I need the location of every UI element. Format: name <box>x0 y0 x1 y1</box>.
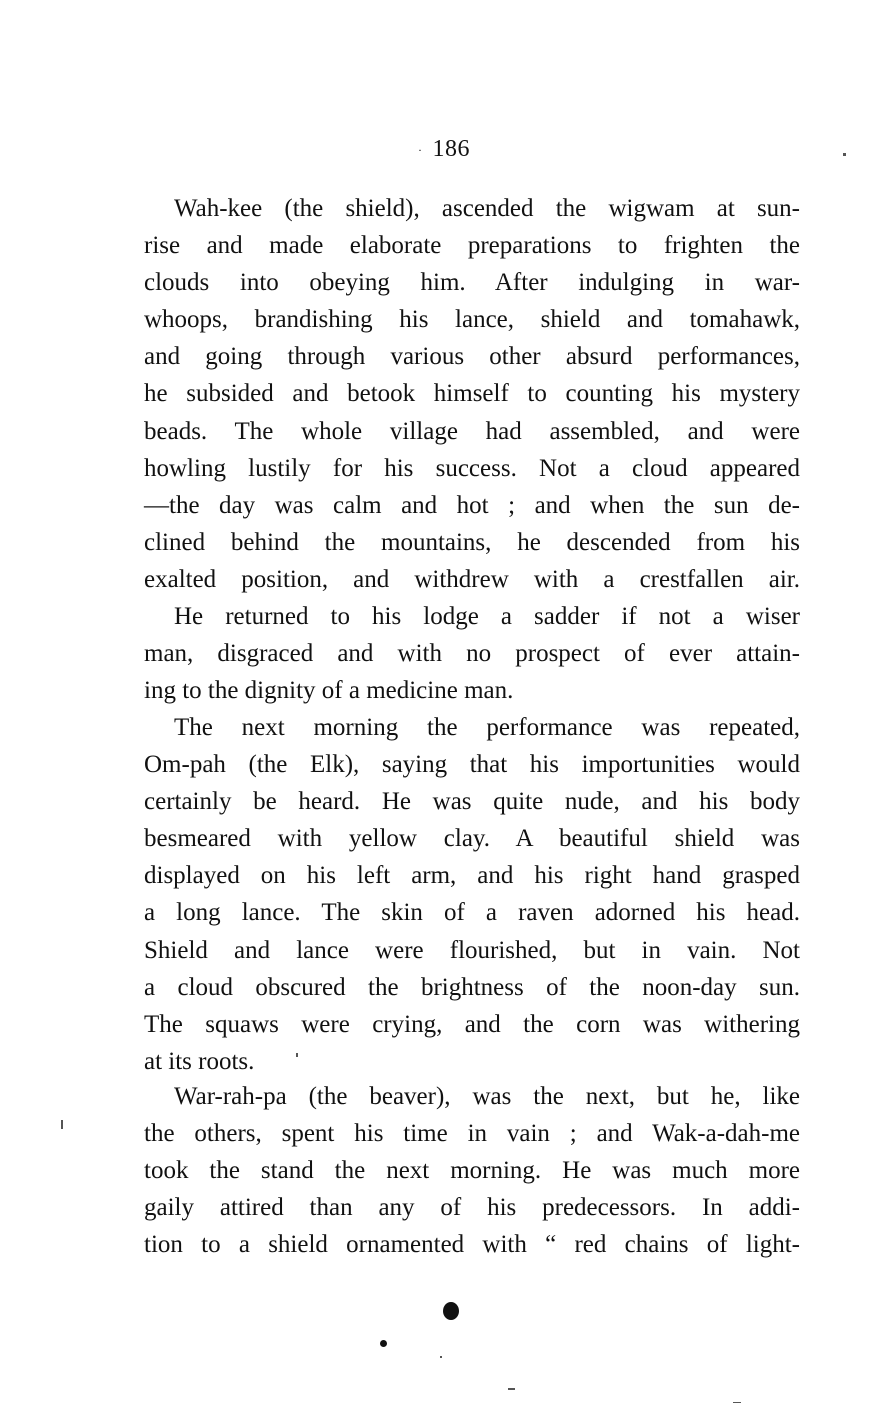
paragraph-3 <box>144 709 800 1080</box>
ink-speck <box>61 1120 63 1129</box>
text-line: War-rah-pa (the beaver), was the next, but he, like <box>174 1083 800 1110</box>
text-line: clined behind the mountains, he descended from his <box>144 528 800 556</box>
ink-blot <box>443 1302 459 1320</box>
text-line: beads. The whole village had assembled, and were <box>144 417 800 445</box>
text-line: tion to a shield ornamented with “ red chains of light- <box>144 1231 800 1259</box>
ink-speck <box>843 153 846 156</box>
text-line: —the day was calm and hot ; and when the sun de- <box>144 491 800 519</box>
text-line: howling lustily for his success. Not a cloud appeared <box>144 454 800 482</box>
page-number <box>0 136 888 163</box>
page-number-text: 186 <box>432 136 470 162</box>
text-line: a cloud obscured the brightness of the noon-day sun. <box>144 973 800 1001</box>
text-line: gaily attired than any of his predecessors. In addi- <box>144 1194 800 1222</box>
text-line: exalted position, and withdrew with a crestfallen air. <box>144 565 800 593</box>
paragraph-1 <box>144 190 800 598</box>
text-line: took the stand the next morning. He was much more <box>144 1157 800 1185</box>
ink-speck <box>440 1356 442 1358</box>
dot-mark: · <box>418 142 423 157</box>
text-line: Om-pah (the Elk), saying that his importunities would <box>144 751 800 779</box>
text-line: whoops, brandishing his lance, shield and tomahawk, <box>144 306 800 334</box>
text-line: Shield and lance were flourished, but in vain. Not <box>144 936 800 964</box>
ink-speck <box>296 1053 298 1057</box>
text-line: The next morning the performance was repeated, <box>174 714 800 741</box>
text-line: ing to the dignity of a medicine man. <box>144 677 514 705</box>
text-line: Wah-kee (the shield), ascended the wigwam at sun- <box>174 195 800 222</box>
text-line: and going through various other absurd performances, <box>144 343 800 371</box>
ink-speck <box>733 1402 741 1403</box>
text-line: the others, spent his time in vain ; and Wak-a-dah-me <box>144 1120 800 1148</box>
ink-speck <box>380 1340 387 1347</box>
text-line: at its roots. <box>144 1047 255 1075</box>
text-line: clouds into obeying him. After indulging in war- <box>144 269 800 297</box>
text-line: He returned to his lodge a sadder if not a wiser <box>174 603 800 630</box>
text-line: certainly be heard. He was quite nude, and his body <box>144 788 800 816</box>
text-line: he subsided and betook himself to counting his mystery <box>144 380 800 408</box>
ink-speck <box>508 1388 515 1390</box>
text-line: man, disgraced and with no prospect of ever attain- <box>144 640 800 668</box>
text-line: a long lance. The skin of a raven adorned his head. <box>144 899 800 927</box>
text-line: besmeared with yellow clay. A beautiful shield was <box>144 825 800 853</box>
text-line: rise and made elaborate preparations to frighten the <box>144 232 800 260</box>
text-line: The squaws were crying, and the corn was withering <box>144 1010 800 1038</box>
paragraph-2 <box>144 598 800 709</box>
paragraph-4 <box>144 1078 800 1263</box>
text-line: displayed on his left arm, and his right hand grasped <box>144 862 800 890</box>
